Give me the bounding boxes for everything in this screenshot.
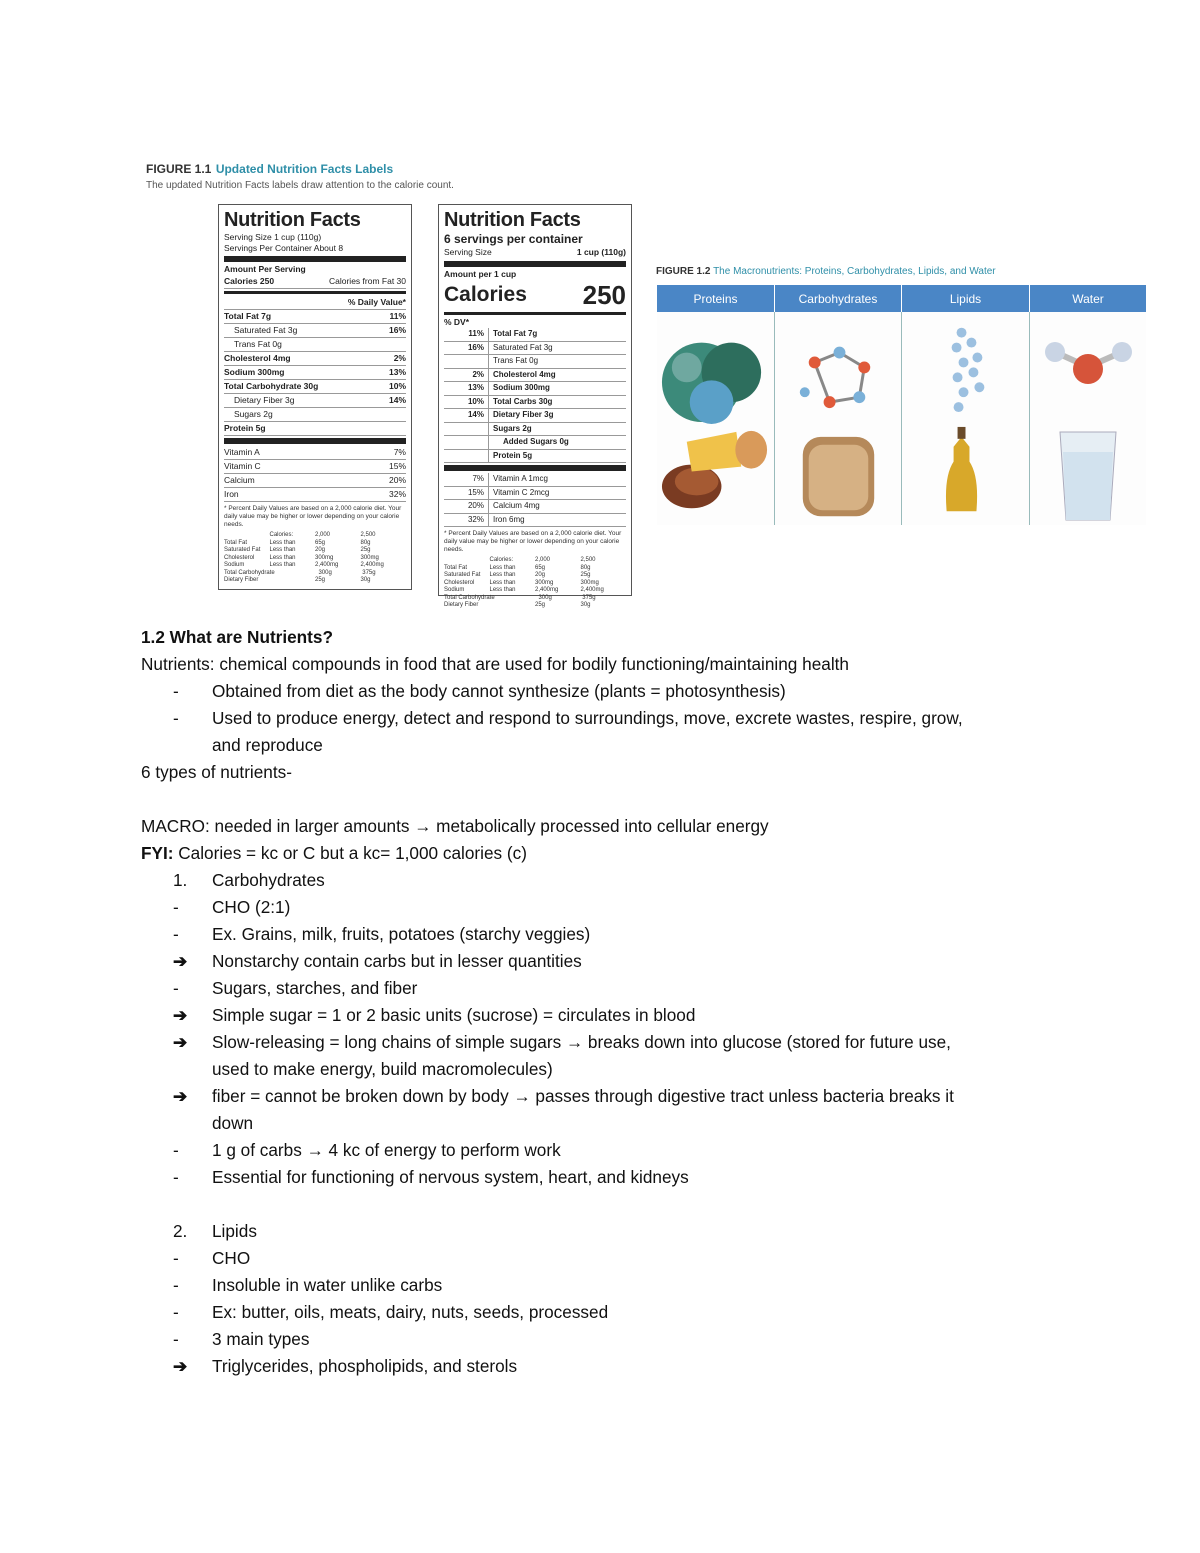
nutrient-row: Total Carbohydrate 30g 10% — [224, 380, 406, 394]
vitamin-rows — [444, 473, 626, 527]
figure-1-1-caption — [146, 160, 626, 191]
list-marker: - — [173, 1302, 179, 1322]
list-item-text: Sugars, starches, and fiber — [212, 978, 418, 998]
list-item — [141, 1029, 1061, 1056]
vitamin-row: Iron 32% — [224, 488, 406, 502]
list-item: Used to produce energy, detect and respond to surroundings, move, excrete wastes, respire, grow, — [212, 708, 963, 728]
list-marker: - — [173, 1329, 179, 1349]
nutrient-rows — [224, 310, 406, 436]
list-item-text: down — [212, 1113, 254, 1133]
vitamin-row: Calcium 20% — [224, 474, 406, 488]
nutrients-definition: Nutrients: chemical compounds in food that are used for bodily functioning/maintaining health — [141, 654, 849, 674]
list-item — [141, 1002, 1061, 1029]
list-item — [141, 1083, 1061, 1110]
label-title: Nutrition Facts — [444, 209, 581, 231]
amount-per-serving: Amount Per Serving — [224, 264, 306, 274]
list-item-text: CHO (2:1) — [212, 897, 291, 917]
list-item-text: Slow-releasing = long chains of simple sugars → breaks down into glucose (stored for future use, — [212, 1032, 951, 1052]
list-marker: - — [173, 1140, 179, 1160]
list-marker: ➔ — [173, 1032, 188, 1052]
label-title: Nutrition Facts — [224, 209, 361, 231]
list-marker: ➔ — [173, 1086, 188, 1106]
daily-values-row: Dietary Fiber 25g 30g — [224, 577, 371, 583]
list-item-text: Ex: butter, oils, meats, dairy, nuts, seeds, processed — [212, 1302, 609, 1322]
servings-per-container: 6 servings per container — [444, 232, 583, 246]
nutrient-row: 2% Cholesterol 4mg — [444, 369, 626, 383]
list-item — [141, 1056, 1061, 1083]
list-item — [141, 921, 1061, 948]
figure-subtitle: The updated Nutrition Facts labels draw attention to the calorie count. — [146, 180, 454, 191]
list-item — [141, 1299, 1061, 1326]
list-item-text: Insoluble in water unlike carbs — [212, 1275, 443, 1295]
figure-number: FIGURE 1.1 — [146, 162, 212, 176]
daily-values-row: Sodium Less than 2,400mg 2,400mg — [224, 562, 384, 568]
carbohydrates-list — [141, 894, 1061, 1191]
list-marker: - — [173, 1248, 179, 1268]
list-item — [141, 1137, 1061, 1164]
header-proteins: Proteins — [657, 285, 775, 312]
list-marker: - — [173, 978, 179, 998]
figure-title: The Macronutrients: Proteins, Carbohydrates, Lipids, and Water — [713, 266, 996, 277]
calories-row: Calories 250 Calories from Fat 30 — [224, 275, 406, 289]
serving-size: Serving Size 1 cup (110g) — [224, 232, 322, 242]
nutrient-rows — [444, 328, 626, 463]
vitamin-row: 7% Vitamin A 1mcg — [444, 473, 626, 487]
list-item-text: fiber = cannot be broken down by body → passes through digestive tract unless bacteria breaks it — [212, 1086, 954, 1106]
daily-values-row: Calories: 2,000 2,500 — [489, 557, 596, 563]
list-item — [141, 948, 1061, 975]
daily-values-table — [444, 557, 626, 610]
nutrient-row: 14% Dietary Fiber 3g — [444, 409, 626, 423]
list-marker: - — [173, 1167, 179, 1187]
list-item-text: Essential for functioning of nervous system, heart, and kidneys — [212, 1167, 689, 1187]
daily-value-header: % DV* — [444, 317, 470, 327]
label-footnote: * Percent Daily Values are based on a 2,000 calorie diet. Your daily value may be higher or lower depending on your calorie needs. — [224, 505, 402, 528]
list-marker: ➔ — [173, 951, 188, 971]
nutrient-row: Saturated Fat 3g 16% — [224, 324, 406, 338]
list-item — [141, 1110, 1061, 1137]
list-item — [141, 1353, 1061, 1380]
carbohydrates-image — [775, 312, 902, 525]
header-water: Water — [1030, 285, 1146, 312]
daily-values-row: Total Fat Less than 65g 80g — [444, 564, 591, 571]
lipids-image — [902, 312, 1030, 525]
vitamin-row: Vitamin C 15% — [224, 460, 406, 474]
list-marker: ➔ — [173, 1005, 188, 1025]
daily-values-row: Calories: 2,000 2,500 — [269, 532, 376, 538]
fyi-note: FYI: Calories = kc or C but a kc= 1,000 calories (c) — [141, 843, 527, 863]
nutrient-row: Dietary Fiber 3g 14% — [224, 394, 406, 408]
nutrient-row: Sugars 2g — [224, 408, 406, 422]
list-item — [141, 1326, 1061, 1353]
serving-size: Serving Size 1 cup (110g) — [444, 247, 626, 257]
vitamin-row: Vitamin A 7% — [224, 446, 406, 460]
daily-values-row: Sodium Less than 2,400mg 2,400mg — [444, 587, 604, 593]
list-item — [141, 1245, 1061, 1272]
nutrient-row: Trans Fat 0g — [224, 338, 406, 352]
daily-values-row: Cholesterol Less than 300mg 300mg — [444, 579, 599, 586]
header-lipids: Lipids — [902, 285, 1030, 312]
macronutrients-figure — [657, 285, 1146, 525]
list-marker: - — [173, 924, 179, 944]
list-item — [141, 1272, 1061, 1299]
list-item-text: used to make energy, build macromolecules) — [212, 1059, 553, 1079]
list-marker: ➔ — [173, 1356, 188, 1376]
figure-number: FIGURE 1.2 — [656, 266, 711, 277]
list-marker: - — [173, 897, 179, 917]
lipids-title: Lipids — [212, 1221, 257, 1241]
list-marker: - — [173, 1275, 179, 1295]
nutrient-row: 16% Saturated Fat 3g — [444, 342, 626, 356]
list-item — [141, 975, 1061, 1002]
figure-1-2-caption — [656, 266, 996, 277]
list-item-continued: and reproduce — [212, 735, 323, 755]
list-item-text: Ex. Grains, milk, fruits, potatoes (starchy veggies) — [212, 924, 591, 944]
water-image — [1030, 312, 1146, 525]
nutrition-label-original — [218, 204, 412, 590]
list-item-text: 3 main types — [212, 1329, 310, 1349]
lipids-list — [141, 1245, 1061, 1380]
daily-values-row: Cholesterol Less than 300mg 300mg — [224, 554, 379, 561]
daily-values-row: Total Carbohydrate 300g 375g — [444, 594, 596, 601]
daily-values-row: Saturated Fat Less than 20g 25g — [224, 547, 371, 553]
list-item-text: Triglycerides, phospholipids, and sterols — [212, 1356, 518, 1376]
nutrition-label-updated — [438, 204, 632, 608]
section-heading: 1.2 What are Nutrients? — [141, 627, 333, 647]
proteins-image — [657, 312, 775, 525]
nutrient-row: Sugars 2g — [444, 423, 626, 437]
carbohydrates-title: Carbohydrates — [212, 870, 325, 890]
list-item-text: CHO — [212, 1248, 251, 1268]
list-item-text: Simple sugar = 1 or 2 basic units (sucrose) = circulates in blood — [212, 1005, 696, 1025]
list-item-text: 1 g of carbs → 4 kc of energy to perform work — [212, 1140, 561, 1160]
header-carbohydrates: Carbohydrates — [775, 285, 902, 312]
calories-row: Calories 250 — [444, 280, 626, 310]
lecture-notes: 1.2 What are Nutrients? Nutrients: chemical compounds in food that are used for bodily functioning/maintaining health - Obtained from diet as the body cannot synthesize (plants = photosynthesis) - Used to produce energy, detect and respond to surroundings, move, excrete wastes, respire, grow, and reproduce 6 types of nutrients- MACRO: needed in larger amounts → metabolically processed into cellular energy FYI: Calories = kc or C but a kc= 1,000 calories (c) 1. Carbohydrates - CHO (2:1) - Ex. Grains, milk, fruits, potatoes (starchy veggies) ➔ Nonstarchy contain carbs but in lesser quantities - Sugars, starches, and fiber ➔ Simple sugar = 1 or 2 basic units (sucrose) = circulates in blood ➔ Slow-releasing = long chains of simple sugars → breaks down into glucose (stored for future use, used to make energy, build macromolecules) ➔ fiber = cannot be broken down by body → passes through digestive tract unless bacteria breaks it down - 1 g of carbs → 4 kc of energy to perform work - Essential for functioning of nervous system, heart, and kidneys 2. Lipids - CHO - Insoluble in water unlike carbs - Ex: butter, oils, meats, dairy, nuts, seeds, processed - 3 main types ➔ Triglycerides, phospholipids, and sterols — [141, 624, 1061, 1380]
servings-per-container: Servings Per Container About 8 — [224, 243, 344, 253]
nutrient-row: Cholesterol 4mg 2% — [224, 352, 406, 366]
macro-definition: MACRO: needed in larger amounts → metabolically processed into cellular energy — [141, 816, 769, 836]
nutrient-types: 6 types of nutrients- — [141, 762, 292, 782]
vitamin-row: 20% Calcium 4mg — [444, 500, 626, 514]
daily-values-row: Total Fat Less than 65g 80g — [224, 539, 371, 546]
amount-per-cup: Amount per 1 cup — [444, 269, 517, 279]
nutrient-row: Trans Fat 0g — [444, 355, 626, 369]
list-item-text: Nonstarchy contain carbs but in lesser quantities — [212, 951, 582, 971]
daily-values-row: Total Carbohydrate 300g 375g — [224, 569, 376, 576]
vitamin-row: 32% Iron 6mg — [444, 514, 626, 528]
figure-title: Updated Nutrition Facts Labels — [215, 162, 394, 176]
list-item: Obtained from diet as the body cannot synthesize (plants = photosynthesis) — [212, 681, 786, 701]
nutrient-row: 11% Total Fat 7g — [444, 328, 626, 342]
daily-values-row: Saturated Fat Less than 20g 25g — [444, 572, 591, 578]
daily-values-table — [224, 532, 406, 585]
nutrient-row: 10% Total Carbs 30g — [444, 396, 626, 410]
nutrient-row: Protein 5g — [224, 422, 406, 436]
daily-values-row: Dietary Fiber 25g 30g — [444, 602, 591, 608]
nutrient-row: 13% Sodium 300mg — [444, 382, 626, 396]
nutrient-row: Added Sugars 0g — [444, 436, 626, 450]
vitamin-row: 15% Vitamin C 2mcg — [444, 487, 626, 501]
daily-value-header: % Daily Value* — [224, 296, 406, 310]
vitamin-rows — [224, 446, 406, 502]
nutrient-row: Sodium 300mg 13% — [224, 366, 406, 380]
list-number: 2. — [173, 1221, 188, 1241]
nutrient-row: Protein 5g — [444, 450, 626, 464]
nutrient-row: Total Fat 7g 11% — [224, 310, 406, 324]
label-footnote: * Percent Daily Values are based on a 2,000 calorie diet. Your daily value may be higher or lower depending on your calorie needs. — [444, 530, 622, 553]
list-item — [141, 1164, 1061, 1191]
list-item — [141, 894, 1061, 921]
list-number: 1. — [173, 870, 188, 890]
